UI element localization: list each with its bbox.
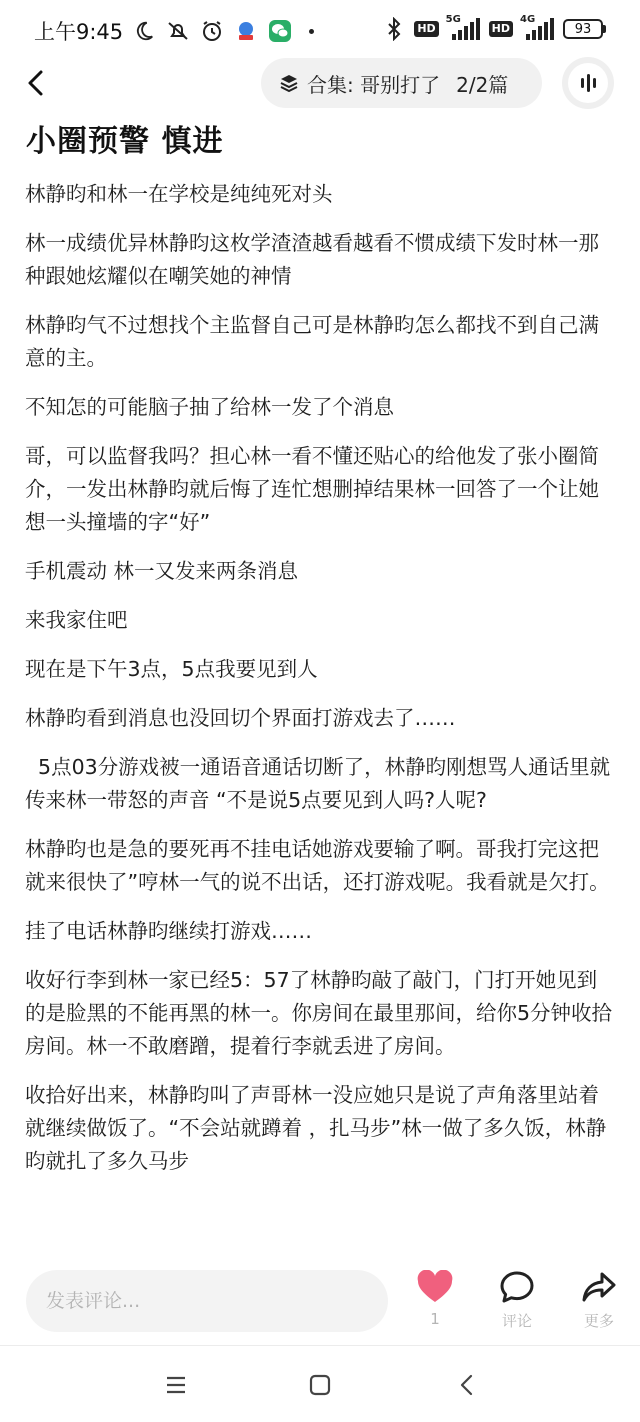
menu-icon [165,1375,187,1395]
nav-back-icon [459,1374,475,1396]
article-paragraph: 林静昀气不过想找个主监督自己可是林静昀怎么都找不到自己满意的主。 [25,313,599,370]
sound-wave-icon [568,63,608,103]
collection-label: 合集: 哥别打了 [307,72,441,97]
nav-menu-button[interactable] [161,1370,191,1400]
comment-input[interactable] [26,1270,388,1332]
comment-label: 评论 [501,1312,532,1330]
status-right [381,16,606,42]
article-paragraph: 现在是下午3点，5点我要见到人 [25,657,318,681]
signal-5g-icon: 5G [446,16,482,42]
article-paragraph: 哥，可以监督我吗？担心林一看不懂还贴心的给他发了张小圈简介，一发出林静昀就后悔了连忙想删掉结果林一回答了一个让她想一头撞墙的字“好” [25,444,599,534]
collection-button[interactable] [261,58,542,108]
layers-icon [279,73,299,93]
app-notification-icon [233,18,259,44]
alarm-icon [199,18,225,44]
article-body [25,178,617,1254]
battery-icon [563,19,606,39]
square-home-icon [309,1374,331,1396]
audio-play-button[interactable] [562,57,614,109]
wechat-icon [267,18,293,44]
more-notifications-dot [309,29,314,34]
article-paragraph: 林静昀和林一在学校是纯纯死对头 [25,182,333,206]
article-paragraph: 林静昀也是急的要死再不挂电话她游戏要输了啊。哥我打完这把就来很快了”哼林一气的说不出话，还打游戏呢。我看就是欠打。 [25,837,610,894]
article-title: 小圈预警 慎进 [26,124,224,159]
speech-bubble-icon [499,1270,535,1304]
article-paragraph: 5点03分游戏被一通语音通话切断了，林静昀刚想骂人通话里就传来林一带怒的声音 “不是说5点要见到人吗?人呢? [25,755,611,812]
chevron-left-icon [26,69,44,97]
hd-badge-2: HD [489,21,513,37]
article-paragraph: 不知怎的可能脑子抽了给林一发了个消息 [25,395,394,419]
article-paragraph: 手机震动 林一又发来两条消息 [25,559,299,583]
status-bar [0,0,640,62]
battery-level: 93 [563,19,603,39]
article-paragraph: 林一成绩优异林静昀这枚学渣渣越看越看不惯成绩下发时林一那种跟她炫耀似在嘲笑她的神情 [25,231,599,288]
article-paragraph: 林静昀看到消息也没回切个界面打游戏去了…… [25,706,456,730]
article-paragraph: 来我家住吧 [25,608,128,632]
status-left [34,16,314,46]
share-arrow-icon [581,1270,617,1304]
bottom-action-bar [0,1254,640,1346]
article-paragraph: 挂了电话林静昀继续打游戏…… [25,919,312,943]
more-button[interactable] [569,1270,629,1331]
heart-icon [416,1270,454,1304]
nav-home-button[interactable] [305,1370,335,1400]
hd-badge: HD [414,21,438,37]
like-button[interactable] [405,1270,465,1328]
article-paragraph: 收好行李到林一家已经5：57了林静昀敲了敲门，门打开她见到的是脸黑的不能再黑的林一。你房间在最里那间，给你5分钟收拾房间。林一不敢磨蹭，提着行李就丢进了房间。 [25,968,613,1058]
nav-back-button[interactable] [452,1370,482,1400]
like-count: 1 [430,1310,440,1328]
signal-4g-icon: 4G [520,16,556,42]
moon-icon [131,18,157,44]
mute-bell-icon [165,18,191,44]
top-bar [0,56,640,110]
status-time: 上午9:45 [34,20,124,44]
comment-button[interactable] [487,1270,547,1331]
bluetooth-icon [381,16,407,42]
system-navigation-bar [0,1346,640,1422]
article-paragraph: 收拾好出来，林静昀叫了声哥林一没应她只是说了声角落里站着就继续做饭了。“不会站就蹲着 ，扎马步”林一做了多久饭，林静昀就扎了多久马步 [25,1083,607,1173]
back-button[interactable] [20,66,50,100]
collection-count: 2/2篇 [456,72,509,97]
more-label: 更多 [583,1312,614,1330]
